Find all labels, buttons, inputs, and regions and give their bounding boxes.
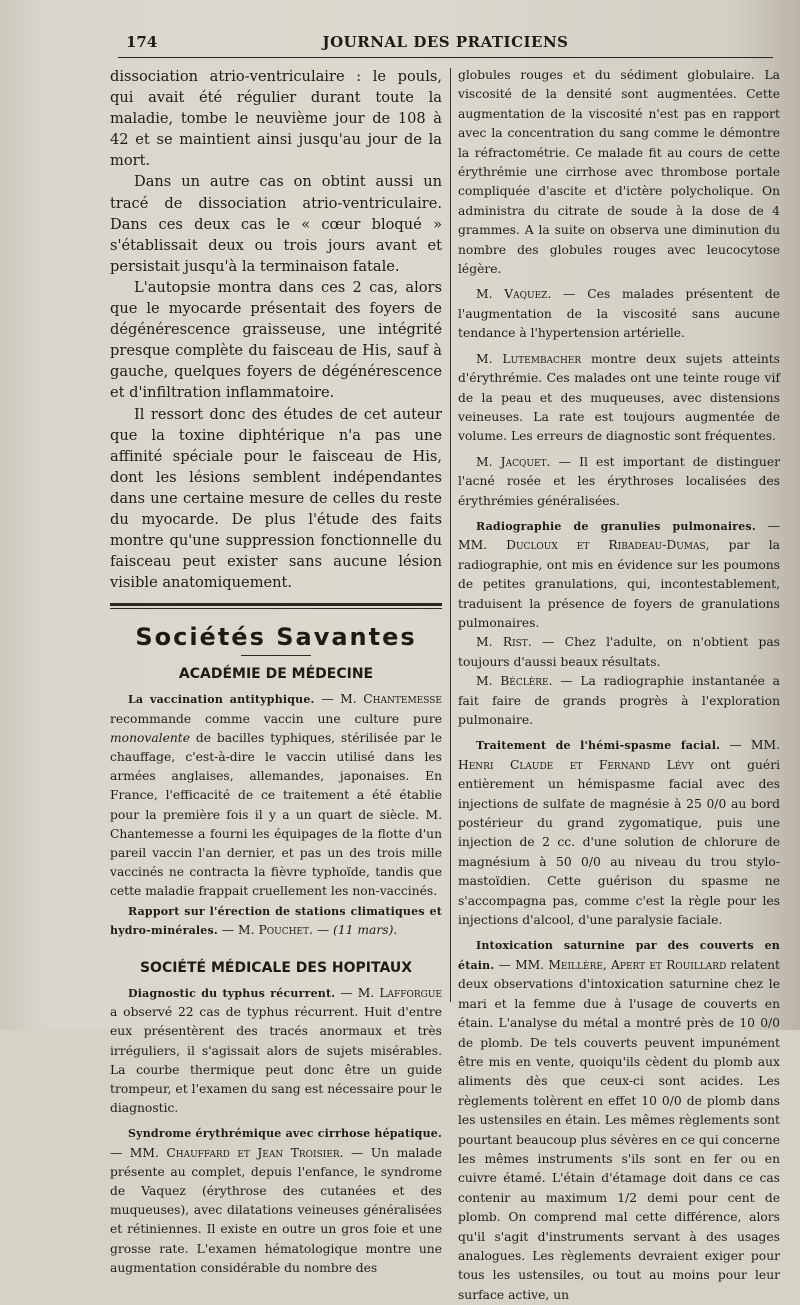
radiographie-item: Radiographie de granulies pulmonaires. — MM. Ducloux et Ribadeau-Dumas, par la radiographie, ont mis en évidence sur les poumons de petites granulations, qui, incontestablement, traduisent la présence de foyers de granulations pulmonaires. (458, 518, 780, 630)
hopitaux-heading: SOCIÉTÉ MÉDICALE DES HOPITAUX (139, 959, 413, 976)
item-author: M. Chantemesse (340, 692, 442, 707)
item-author: M. Lafforgue (357, 985, 442, 1000)
item-text: Un malade présente au complet, depuis l'enfance, le syndrome de Vaquez (érythrose des cutanées et des muqueuses), avec dilatations veineuses généralisées et rétiniennes. Il existe en outre un gros foie et une grosse rate. L'examen hématologique montre une augmentation considérable du nombre des (110, 1145, 442, 1275)
left-column (110, 66, 442, 1275)
page-number: 174 (126, 33, 158, 51)
paragraph (458, 350, 780, 447)
item-text: recommande comme vaccin une culture pure (110, 711, 442, 726)
item-text: relatent deux observations d'intoxication saturnine chez le mari et la femme due à l'usage de couverts en étain. L'analyse du métal a montré près de 10 0/0 de plomb. De tels couverts peuvent impunément être mis en vente, quoiqu'ils cèdent du plomb aux aliments dès que ceux-ci sont acides. Les règlements tolèrent en effet 10 0/0 de plomb dans les ustensiles en étain. Les mêmes règlements sont pourtant beaucoup plus sévères en ce qui concerne les mêmes instruments s'ils sont en fer ou en cuivre étamé. L'étain d'étamage doit dans ce cas contenir au maximum 1/2 demi pour cent de plomb. On comprend mal cette différence, alors qu'il s'agit d'instruments servant à des usages analogues. Les règlements devraient exiger pour tous les ustensiles, ou tout au moins pour leur surface active, un (458, 957, 780, 1302)
header-rule (118, 57, 773, 58)
paragraph: L'autopsie montra dans ces 2 cas, alors que le myocarde présentait des foyers de dégénérescence graisseuse, une intégrité presque complète du faisceau de His, sauf à gauche, quelques foyers de dégénérescence et d'infiltration inflammatoire. (110, 278, 442, 402)
paragraph (458, 285, 780, 343)
item-author: MM. Ducloux et Ribadeau-Dumas, (458, 538, 710, 553)
column-divider (450, 68, 451, 1002)
item-rubric: Radiographie de granulies pulmonaires. (476, 519, 756, 533)
item-author: M. Vaquez. (476, 287, 552, 302)
item-text: — Il est important de distinguer l'acné rosée et les érythroses localisées des érythrémies généralisées. (458, 454, 780, 508)
item-rubric: Rapport sur l'érection de stations climatiques et hydro-minérales. (110, 904, 442, 937)
item-rubric: Diagnostic du typhus récurrent. (128, 986, 336, 1000)
item-rubric: Syndrome érythrémique avec cirrhose hépatique. (128, 1127, 442, 1141)
item-author: MM. Henri Claude et Fernand Lévy (458, 738, 780, 772)
page-header (118, 28, 773, 58)
academie-heading: ACADÉMIE DE MÉDECINE (178, 666, 374, 683)
journal-title: JOURNAL DES PRATICIENS (322, 33, 569, 51)
item-author: MM. Chauffard et Jean Troisier. (129, 1145, 344, 1160)
item-rubric: Traitement de l'hémi-spasme facial. (476, 739, 721, 753)
hopitaux-item-erythremie: Syndrome érythrémique avec cirrhose hépatique. — MM. Chauffard et Jean Troisier. — Un malade présente au complet, depuis l'enfance, le syndrome de Vaquez (érythrose des cutanées et des muqueuses), avec dilatations veineuses généralisées et rétiniennes. Il existe en outre un gros foie et une grosse rate. L'examen hématologique montre une augmentation considérable du nombre des (110, 1127, 442, 1275)
hemispasme-item: Traitement de l'hémi-spasme facial. — MM. Henri Claude et Fernand Lévy ont guéri entièrement un hémispasme facial avec des injections de sulfate de magnésie à 25 0/0 au bord postérieur du grand zygomatique, puis une injection de 2 cc. d'une solution de chlorure de magnésium à 50 0/0 au niveau du trou stylo-mastoïdien. Cette guérison du spasme ne s'accompagna pas, comme c'est la règle pour les injections d'alcool, d'une paralysie faciale. (458, 738, 781, 928)
paragraph (458, 633, 780, 672)
item-author: M. Jacquet. (476, 454, 551, 469)
section-rule (110, 603, 442, 606)
item-text: — Ces malades présentent de l'augmentation de la viscosité sans aucune tendance à l'hypertension artérielle. (458, 287, 780, 341)
paragraph (458, 453, 780, 511)
item-text: de bacilles typhiques, stérilisée par le chauffage, c'est-à-dire le vaccin utilisé dans les armées anglaises, allemandes, japonaises. En France, l'efficacité de ce traitement a été établie pour la première fois il y a un quart de siècle. M. Chantemesse a fourni les équipages de la flotte d'un pareil vaccin l'an dernier, et pas un des trois mille vaccinés ne contracta la fièvre typhoïde, tandis que cette maladie frappait cruellement les non-vaccinés. (110, 730, 442, 899)
paragraph: Il ressort donc des études de cet auteur que la toxine diphtérique n'a pas une affinité spéciale pour le faisceau de His, dont les lésions semblent indépendantes dans une certaine mesure de celles du reste du myocarde. De plus l'étude des faits montre qu'une suppression fonctionnelle du faisceau peut exister sans aucune lésion visible anatomiquement. (110, 405, 442, 592)
item-rubric: Intoxication saturnine par des couverts en étain. (458, 939, 780, 972)
item-text: par la radiographie, ont mis en évidence sur les poumons de petites granulations, qui, incontestablement, traduisent la présence de foyers de granulations pulmonaires. (458, 538, 780, 630)
section-rule-thin (110, 608, 442, 609)
item-text: montre deux sujets atteints d'érythrémie. Ces malades ont une teinte rouge vif de la peau et des muqueuses, avec distensions veineuses. La rate est toujours augmentée de volume. Les erreurs de diagnostic sont fréquentes. (458, 351, 780, 444)
item-text: a observé 22 cas de typhus récurrent. Huit d'entre eux présentèrent des tracés anormaux et très irréguliers, il s'agissait alors de sujets misérables. La courbe thermique peut donc être un guide trompeur, et l'examen du sang est nécessaire pour le diagnostic. (110, 1005, 442, 1116)
academie-item-vaccination: La vaccination antityphique. — M. Chantemesse recommande comme vaccin une culture pure monovalente de bacilles typhiques, stérilisée par le chauffage, c'est-à-dire le vaccin utilisé dans les armées anglaises, allemandes, japonaises. En France, l'efficacité de ce traitement a été établie pour la première fois il y a un quart de siècle. M. Chantemesse a fourni les équipages de la flotte d'un pareil vaccin l'an dernier, et pas un des trois mille vaccinés ne contracta la fièvre typhoïde, tandis que cette maladie frappait cruellement les non-vaccinés. (110, 692, 442, 899)
item-text: ont guéri entièrement un hémispasme facial avec des injections de sulfate de magnésie à 25 0/0 au bord postérieur du grand zygomatique, puis une injection de 2 cc. d'une solution de chlorure de magnésium à 50 0/0 au niveau du trou stylo-mastoïdien. Cette guérison du spasme ne s'accompagna pas, comme c'est la règle pour les injections d'alcool, d'une paralysie faciale. (458, 757, 781, 928)
item-author: M. Rist. (476, 635, 532, 650)
paragraph: Dans un autre cas on obtint aussi un tracé de dissociation atrio-ventriculaire. Dans ces deux cas le « cœur bloqué » s'établissait deux ou trois jours avant et persistait jusqu'à la terminaison fatale. (110, 173, 442, 275)
item-author: M. Lutembacher (476, 351, 582, 366)
item-author: M. Béclère. (476, 674, 553, 689)
paragraph: globules rouges et du sédiment globulaire. La viscosité de la densité sont augmentées. Cette augmentation de la viscosité n'est pas en rapport avec la concentration du sang comme le démontre la réfractométrie. Ce malade fit au cours de cette érythrémie une cirrhose avec thrombose portale compliquée d'ascite et d'ictère polycholique. On administra du citrate de soude à la dose de 4 grammes. A la suite on observa une diminution du nombre des globules rouges avec leucocytose légère. (458, 68, 780, 277)
saturnine-item: Intoxication saturnine par des couverts en étain. — MM. Meillère, Apert et Rouillard relatent deux observations d'intoxication saturnine chez le mari et la femme due à l'usage de couverts en étain. L'analyse du métal a montré près de 10 0/0 de plomb. De tels couverts peuvent impunément être mis en vente, quoiqu'ils cèdent du plomb aux aliments dès que ceux-ci sont acides. Les règlements tolèrent en effet 10 0/0 de plomb dans les ustensiles en étain. Les mêmes règlements sont pourtant beaucoup plus sévères en ce qui concerne les mêmes instruments s'ils sont en fer ou en cuivre étamé. L'étain d'étamage doit dans ce cas contenir au maximum 1/2 demi pour cent de plomb. On comprend mal cette différence, alors qu'il s'agit d'instruments servant à des usages analogues. Les règlements devraient exiger pour tous les ustensiles, ou tout au moins pour leur surface active, un (458, 939, 780, 1302)
item-rubric: La vaccination antityphique. (128, 693, 315, 707)
academie-item-rapport: Rapport sur l'érection de stations climatiques et hydro-minérales. — M. Pouchet. — (11 mars). (110, 904, 442, 937)
item-date: (11 mars). (333, 922, 398, 937)
section-title: Sociétés Savantes (135, 623, 417, 652)
item-italic: monovalente (110, 730, 191, 745)
paragraph: dissociation atrio-ventriculaire : le pouls, qui avait été régulier durant toute la maladie, tombe le neuvième jour de 108 à 42 et se maintient ainsi jusqu'au jour de la mort. (110, 68, 442, 170)
item-text: — La radiographie instantanée a fait faire de grands progrès à l'exploration pulmonaire. (458, 674, 780, 727)
title-underline (241, 655, 311, 656)
item-text: — Chez l'adulte, on n'obtient pas toujours d'aussi beaux résultats. (458, 635, 780, 669)
paragraph (458, 672, 780, 730)
item-author: M. Pouchet. (238, 922, 313, 937)
hopitaux-item-typhus: Diagnostic du typhus récurrent. — M. Lafforgue a observé 22 cas de typhus récurrent. Huit d'entre eux présentèrent des tracés anormaux et très irréguliers, il s'agissait alors de sujets misérables. La courbe thermique peut donc être un guide trompeur, et l'examen du sang est nécessaire pour le diagnostic. (110, 985, 442, 1116)
right-column (458, 66, 781, 1302)
item-author: MM. Meillère, Apert et Rouillard (515, 957, 727, 972)
